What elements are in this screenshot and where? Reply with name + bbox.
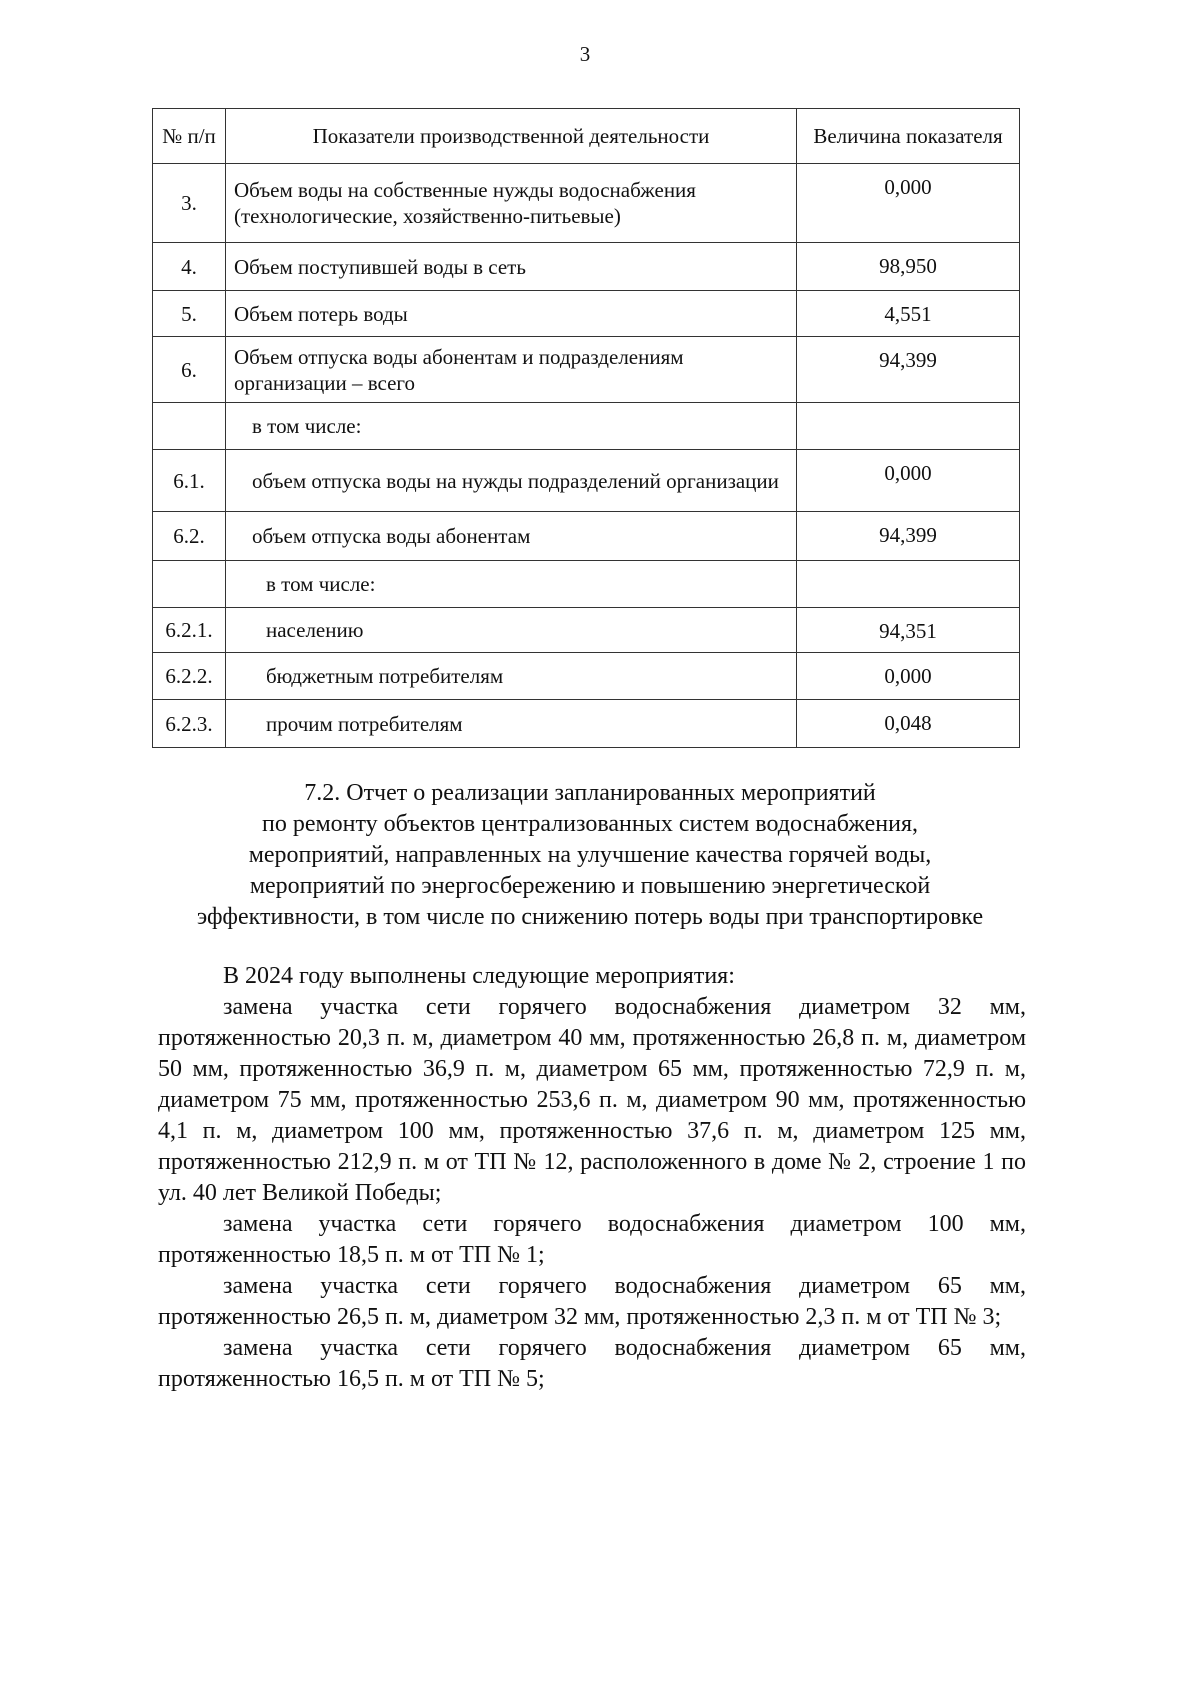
row-number <box>153 561 226 608</box>
table-row <box>153 337 1020 403</box>
row-value: 0,048 <box>797 700 1020 748</box>
heading-line: мероприятий, направленных на улучшение качества горячей воды, <box>248 842 932 868</box>
table-row <box>153 243 1020 291</box>
row-value: 0,000 <box>797 164 1020 243</box>
table-row <box>153 653 1020 700</box>
row-value: 94,351 <box>797 608 1020 653</box>
row-label: Объем поступившей воды в сеть <box>226 243 797 291</box>
table-row <box>153 403 1020 450</box>
row-number: 6. <box>153 337 226 403</box>
row-label: в том числе: <box>226 561 797 608</box>
row-value: 0,000 <box>797 653 1020 700</box>
heading-line: эффективности, в том числе по снижению потерь воды при транспортировке <box>196 904 984 930</box>
table-header-row <box>153 109 1020 164</box>
row-value: 4,551 <box>797 291 1020 337</box>
page-number: 3 <box>579 42 591 66</box>
table-row <box>153 561 1020 608</box>
heading-line: по ремонту объектов централизованных систем водоснабжения, <box>261 811 918 837</box>
row-value: 94,399 <box>797 512 1020 561</box>
paragraph: замена участка сети горячего водоснабжения диаметром 32 мм, протяженностью 20,3 п. м, диаметром 40 мм, протяженностью 26,8 п. м, диаметром 50 мм, протяженностью 36,9 п. м, диаметром 65 мм, протяженностью 72,9 п. м, диаметром 75 мм, протяженностью 253,6 п. м, диаметром 90 мм, протяженностью 4,1 п. м, диаметром 100 мм, протяженностью 37,6 п. м, диаметром 125 мм, протяженностью 212,9 п. м от ТП № 12, расположенного в доме № 2, строение 1 по ул. 40 лет Великой Победы; <box>158 994 1026 1206</box>
row-number: 5. <box>153 291 226 337</box>
table-row <box>153 450 1020 512</box>
row-number: 6.2. <box>153 512 226 561</box>
section-heading <box>140 778 1040 933</box>
row-label: объем отпуска воды на нужды подразделений организации <box>226 450 797 512</box>
table-row <box>153 700 1020 748</box>
row-number: 4. <box>153 243 226 291</box>
row-value <box>797 561 1020 608</box>
row-label: Объем воды на собственные нужды водоснабжения (технологические, хозяйственно-питьевые) <box>226 164 797 243</box>
header-value: Величина показателя <box>797 109 1020 164</box>
row-value: 98,950 <box>797 243 1020 291</box>
production-indicators-table <box>152 108 1020 748</box>
row-number <box>153 403 226 450</box>
header-indicator: Показатели производственной деятельности <box>226 109 797 164</box>
paragraph: замена участка сети горячего водоснабжения диаметром 65 мм, протяженностью 26,5 п. м, диаметром 32 мм, протяженностью 2,3 п. м от ТП № 3; <box>158 1273 1026 1330</box>
paragraph: замена участка сети горячего водоснабжения диаметром 100 мм, протяженностью 18,5 п. м от ТП № 1; <box>158 1211 1026 1268</box>
row-number: 6.2.2. <box>153 653 226 700</box>
paragraph: В 2024 году выполнены следующие мероприятия: <box>223 963 735 989</box>
row-label: населению <box>226 608 797 653</box>
row-label: объем отпуска воды абонентам <box>226 512 797 561</box>
row-value <box>797 403 1020 450</box>
header-number: № п/п <box>153 109 226 164</box>
table-row <box>153 512 1020 561</box>
paragraph: замена участка сети горячего водоснабжения диаметром 65 мм, протяженностью 16,5 п. м от ТП № 5; <box>158 1335 1026 1392</box>
heading-line: 7.2. Отчет о реализации запланированных мероприятий <box>304 780 876 806</box>
report-body <box>158 961 1026 1395</box>
table-row <box>153 608 1020 653</box>
row-value: 94,399 <box>797 337 1020 403</box>
row-label: Объем потерь воды <box>226 291 797 337</box>
table-row <box>153 291 1020 337</box>
row-label: бюджетным потребителям <box>226 653 797 700</box>
heading-line: мероприятий по энергосбережению и повышению энергетической <box>249 873 931 899</box>
row-number: 6.2.3. <box>153 700 226 748</box>
row-number: 6.1. <box>153 450 226 512</box>
row-label: прочим потребителям <box>226 700 797 748</box>
table-row <box>153 164 1020 243</box>
row-number: 3. <box>153 164 226 243</box>
row-number: 6.2.1. <box>153 608 226 653</box>
row-label: в том числе: <box>226 403 797 450</box>
row-label: Объем отпуска воды абонентам и подразделениям организации – всего <box>226 337 797 403</box>
row-value: 0,000 <box>797 450 1020 512</box>
